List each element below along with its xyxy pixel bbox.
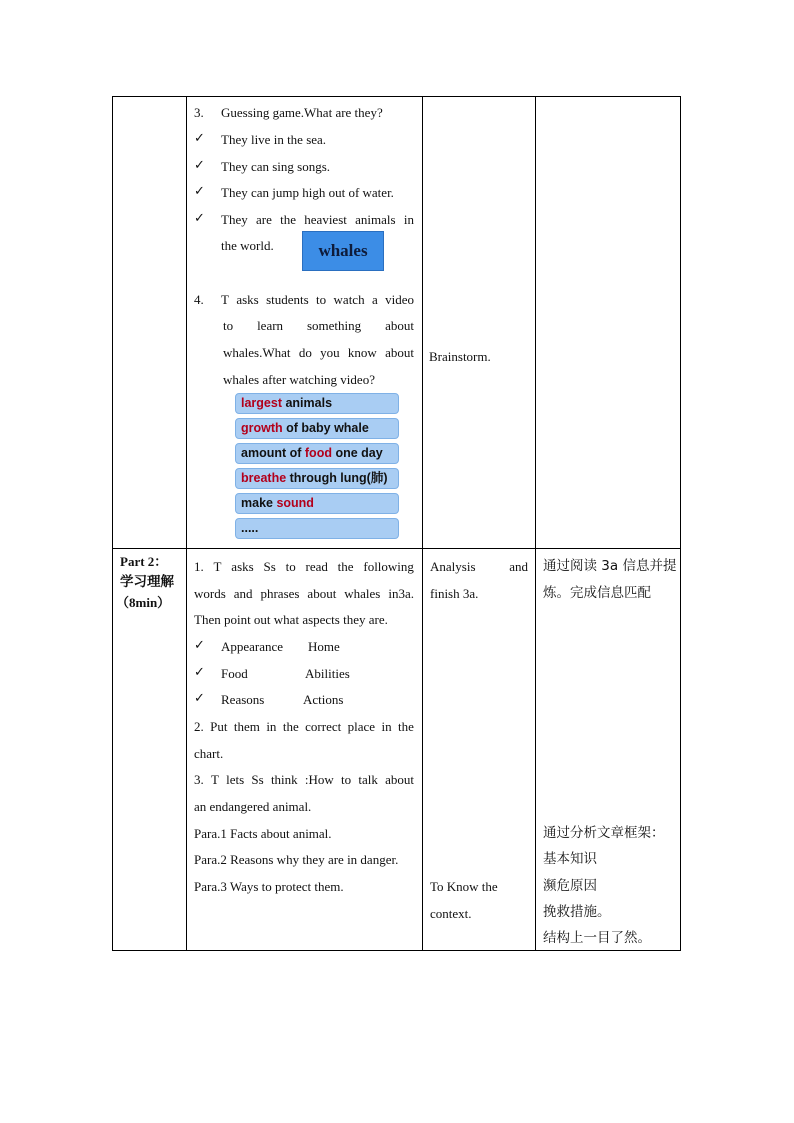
clue-4-line-1: They are the heaviest animals in	[221, 212, 414, 227]
student-activity-brainstorm: Brainstorm.	[429, 349, 491, 364]
step3-number: 3.	[194, 105, 204, 120]
table-col-divider-2	[422, 96, 423, 951]
aspect-a: Food	[221, 666, 248, 681]
table-border-top	[112, 96, 681, 97]
aspect-a: Appearance	[221, 639, 284, 654]
table-border-right	[680, 96, 681, 951]
check-icon: ✓	[194, 131, 205, 146]
table-col-divider-3	[535, 96, 536, 951]
para-1: Para.1 Facts about animal.	[194, 826, 332, 841]
para-2: Para.2 Reasons why they are in danger.	[194, 852, 399, 867]
table-row-divider	[112, 548, 681, 549]
step3-line-2: an endangered animal.	[194, 799, 312, 814]
activity-2-line-2: context.	[430, 906, 472, 921]
step1-line-1: 1. T asks Ss to read the following	[194, 559, 414, 574]
part-title: Part 2：	[120, 554, 168, 569]
clue-3: They can jump high out of water.	[221, 185, 394, 200]
aspect-a: Reasons	[221, 692, 265, 707]
intent-2-line: 基本知识	[543, 851, 597, 867]
step4-number: 4.	[194, 292, 204, 307]
answer-box-whales: whales	[302, 231, 384, 271]
step4-line-2: to learn something about	[223, 318, 414, 333]
table-border-bottom	[112, 950, 681, 951]
table-border-left	[112, 96, 113, 951]
intent-2-line: 通过分析文章框架：	[543, 825, 665, 841]
step1-line-3: Then point out what aspects they are.	[194, 612, 388, 627]
check-icon: ✓	[194, 211, 205, 226]
activity-2-line-1: To Know the	[430, 879, 498, 894]
step3-text: Guessing game.What are they?	[221, 105, 383, 120]
intent-1-line-1: 通过阅读 3a 信息并提	[543, 558, 677, 574]
step4-line-1: T asks students to watch a video	[221, 292, 414, 307]
table-col-divider-1	[186, 96, 187, 951]
step2-line-1: 2. Put them in the correct place in the	[194, 719, 414, 734]
check-icon: ✓	[194, 158, 205, 173]
step4-line-4: whales after watching video?	[223, 372, 375, 387]
check-icon: ✓	[194, 638, 205, 653]
clue-1: They live in the sea.	[221, 132, 327, 147]
intent-2-line: 濒危原因	[543, 878, 597, 894]
para-3: Para.3 Ways to protect them.	[194, 879, 344, 894]
step4-line-3: whales.What do you know about	[223, 345, 414, 360]
part-time: （8min）	[116, 595, 171, 610]
part-subtitle: 学习理解	[120, 574, 174, 590]
intent-1-line-2: 炼。完成信息匹配	[543, 585, 651, 601]
check-icon: ✓	[194, 691, 205, 706]
step1-line-2: words and phrases about whales in3a.	[194, 586, 414, 601]
intent-2-line: 结构上一目了然。	[543, 930, 651, 946]
keyword-bar: largest animals	[235, 393, 399, 414]
aspect-b: Home	[308, 639, 340, 654]
aspect-b: Actions	[303, 692, 344, 707]
keyword-bar: amount of food one day	[235, 443, 399, 464]
keyword-bar: breathe through lung(肺)	[235, 468, 399, 489]
intent-2-line: 挽救措施。	[543, 904, 611, 920]
check-icon: ✓	[194, 184, 205, 199]
keyword-bar: growth of baby whale	[235, 418, 399, 439]
activity-1-line-1: Analysis and	[430, 559, 528, 574]
clue-2: They can sing songs.	[221, 159, 331, 174]
step3-line-1: 3. T lets Ss think :How to talk about	[194, 772, 414, 787]
clue-4-line-2: the world.	[221, 238, 274, 253]
aspect-b: Abilities	[305, 666, 350, 681]
step2-line-2: chart.	[194, 746, 224, 761]
check-icon: ✓	[194, 665, 205, 680]
keyword-bar: .....	[235, 518, 399, 539]
keyword-bar: make sound	[235, 493, 399, 514]
activity-1-line-2: finish 3a.	[430, 586, 479, 601]
